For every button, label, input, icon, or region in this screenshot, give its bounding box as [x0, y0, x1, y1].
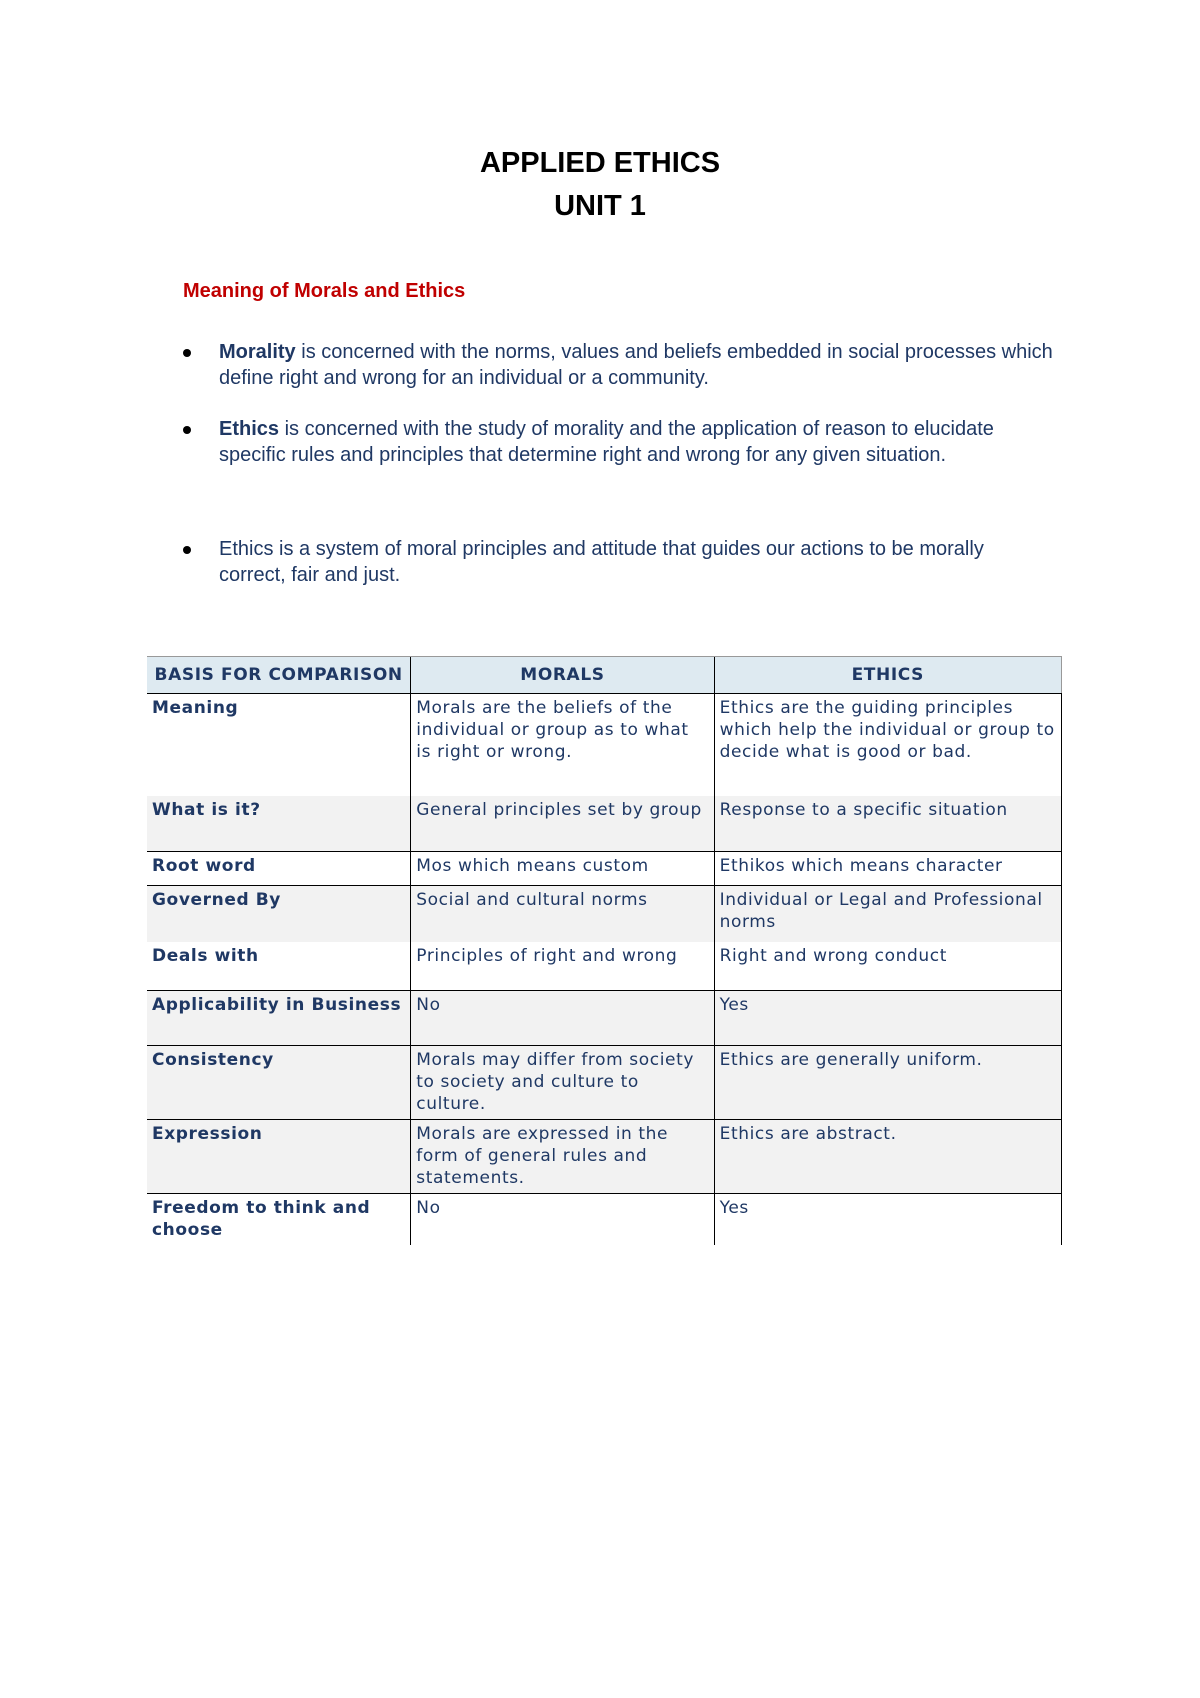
row-basis: Root word [147, 852, 411, 886]
row-basis: Deals with [147, 942, 411, 991]
column-header-morals: MORALS [411, 657, 714, 694]
row-basis: What is it? [147, 796, 411, 852]
row-ethics: Ethics are abstract. [714, 1120, 1061, 1194]
row-morals: Morals are the beliefs of the individual or group as to what is right or wrong. [411, 694, 714, 796]
bullet-term: Ethics [219, 418, 280, 440]
column-header-basis: BASIS FOR COMPARISON [147, 657, 411, 694]
bullet-text [219, 416, 1053, 468]
section-heading: Meaning of Morals and Ethics [183, 280, 466, 302]
bullet-term: Morality [219, 341, 296, 363]
row-ethics: Response to a specific situation [714, 796, 1061, 852]
document-title: APPLIED ETHICS [479, 147, 721, 179]
table-row [147, 796, 1062, 852]
row-basis: Governed By [147, 886, 411, 942]
row-ethics: Ethics are generally uniform. [714, 1046, 1061, 1120]
table-header-row [147, 657, 1062, 694]
bullet-ethics [183, 416, 1053, 468]
row-morals: No [411, 1194, 714, 1246]
bullet-definition: is concerned with the norms, values and beliefs embedded in social processes which define right and wrong for an individual or a community. [219, 341, 1053, 389]
row-basis: Applicability in Business [147, 991, 411, 1046]
column-header-ethics: ETHICS [714, 657, 1061, 694]
row-ethics: Yes [714, 1194, 1061, 1246]
row-morals: Principles of right and wrong [411, 942, 714, 991]
row-morals: No [411, 991, 714, 1046]
table-row [147, 942, 1062, 991]
table-row [147, 1046, 1062, 1120]
row-morals: Morals are expressed in the form of general rules and statements. [411, 1120, 714, 1194]
bullet-ethics-system [183, 536, 1053, 588]
bullet-morality [183, 339, 1053, 391]
table-row [147, 694, 1062, 796]
bullet-definition: Ethics is a system of moral principles and attitude that guides our actions to be morally correct, fair and just. [219, 538, 984, 586]
row-basis: Expression [147, 1120, 411, 1194]
row-ethics: Ethics are the guiding principles which help the individual or group to decide what is good or bad. [714, 694, 1061, 796]
table-row [147, 886, 1062, 942]
bullet-text [219, 536, 1053, 588]
table-row [147, 852, 1062, 886]
table-row [147, 1120, 1062, 1194]
row-ethics: Right and wrong conduct [714, 942, 1061, 991]
comparison-table [147, 656, 1062, 1245]
row-morals: Social and cultural norms [411, 886, 714, 942]
row-morals: Mos which means custom [411, 852, 714, 886]
bullet-text [219, 339, 1053, 391]
row-morals: Morals may differ from society to society and culture to culture. [411, 1046, 714, 1120]
bullet-dot-icon [183, 426, 191, 434]
document-subtitle: UNIT 1 [554, 190, 646, 222]
row-ethics: Individual or Legal and Professional norms [714, 886, 1061, 942]
row-basis: Freedom to think and choose [152, 1198, 371, 1240]
row-ethics: Ethikos which means character [714, 852, 1061, 886]
bullet-definition: is concerned with the study of morality and the application of reason to elucidate specific rules and principles that determine right and wrong for any given situation. [219, 418, 994, 466]
table-row [147, 991, 1062, 1046]
bullet-dot-icon [183, 546, 191, 554]
table-row [147, 1194, 1062, 1246]
row-morals: General principles set by group [411, 796, 714, 852]
row-ethics: Yes [714, 991, 1061, 1046]
bullet-dot-icon [183, 349, 191, 357]
row-basis: Meaning [152, 698, 239, 718]
row-basis: Consistency [147, 1046, 411, 1120]
